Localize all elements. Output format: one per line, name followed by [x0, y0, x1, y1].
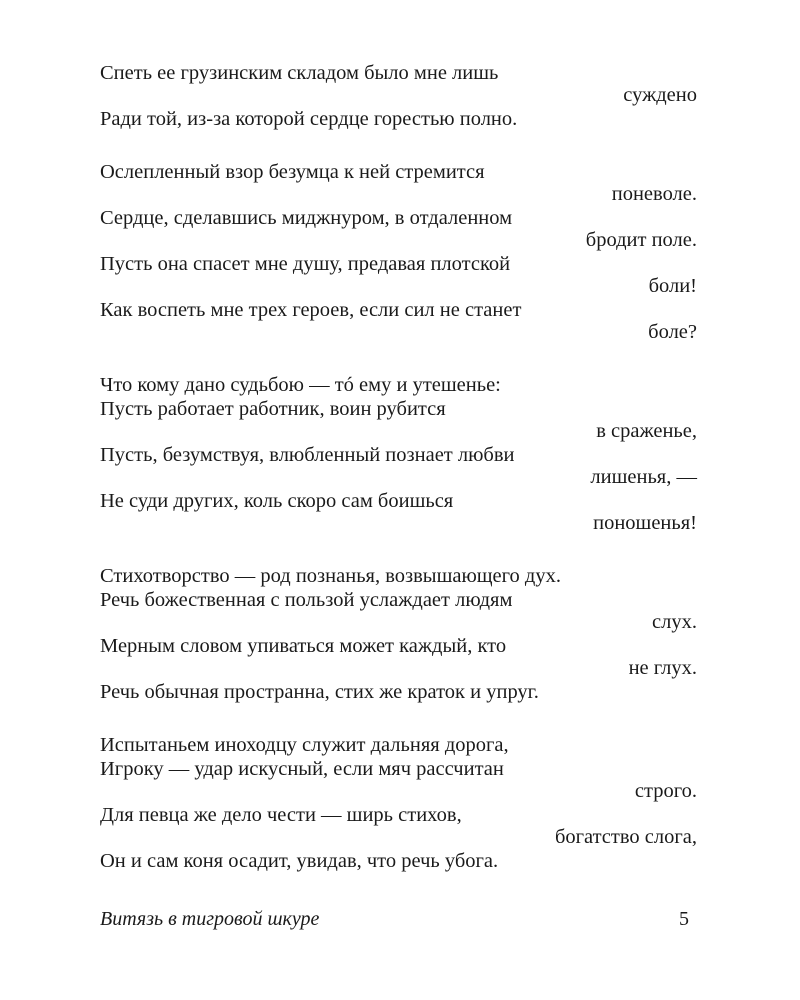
verse-line	[100, 734, 697, 756]
verse-line	[100, 374, 697, 396]
verse-line	[100, 299, 697, 343]
verse-line-text: Ослепленный взор безумца к ней стремится	[100, 161, 485, 183]
verse-line	[100, 108, 697, 130]
page-number: 5	[679, 908, 689, 930]
verse-line-text: Что кому дано судьбою — тó ему и утешенье:	[100, 374, 501, 396]
verse-line-text: Мерным словом упиваться может каждый, кто	[100, 635, 507, 657]
verse-line-continuation: строго.	[634, 780, 697, 802]
verse-line	[100, 62, 697, 106]
verse-line-text: Стихотворство — род познанья, возвышающего дух.	[100, 565, 561, 587]
verse-line-text: Сердце, сделавшись миджнуром, в отдаленном	[100, 207, 513, 229]
verse-line-text: Он и сам коня осадит, увидав, что речь убога.	[100, 850, 499, 872]
verse-line	[100, 850, 697, 872]
stanza-2	[100, 161, 697, 343]
verse-line-text: Как воспеть мне трех героев, если сил не станет	[100, 299, 522, 321]
verse-line	[100, 161, 697, 205]
verse-line-continuation: суждено	[623, 84, 697, 106]
verse-line-continuation: слух.	[652, 611, 697, 633]
verse-line-text: Пусть она спасет мне душу, предавая плотской	[100, 253, 511, 275]
verse-line-text: Пусть работает работник, воин рубится	[100, 398, 446, 420]
verse-line-text: Для певца же дело чести — ширь стихов,	[100, 804, 462, 826]
verse-line-text: Не суди других, коль скоро сам боишься	[100, 490, 454, 512]
verse-line-text: Речь обычная пространна, стих же краток и упруг.	[100, 681, 539, 703]
verse-line-continuation: боле?	[648, 321, 697, 343]
verse-line-continuation: поневоле.	[611, 183, 697, 205]
verse-line	[100, 635, 697, 679]
poem-page	[100, 62, 697, 903]
verse-line-continuation: бродит поле.	[585, 229, 697, 251]
verse-line	[100, 758, 697, 802]
stanza-4	[100, 565, 697, 703]
verse-line	[100, 398, 697, 442]
running-title: Витязь в тигровой шкуре	[100, 908, 320, 930]
verse-line	[100, 681, 697, 703]
verse-line	[100, 207, 697, 251]
verse-line-text: Пусть, безумствуя, влюбленный познает любви	[100, 444, 515, 466]
verse-line-continuation: поношенья!	[593, 512, 697, 534]
verse-line	[100, 253, 697, 297]
verse-line	[100, 804, 697, 848]
verse-line-text: Испытаньем иноходцу служит дальняя дорога,	[100, 734, 509, 756]
stanza-3	[100, 374, 697, 534]
verse-line-continuation: лишенья, —	[590, 466, 697, 488]
stanza-1	[100, 62, 697, 130]
verse-line-continuation: боли!	[648, 275, 697, 297]
verse-line-continuation: богатство слога,	[554, 826, 697, 848]
page-footer	[100, 907, 689, 931]
verse-line	[100, 490, 697, 534]
verse-line	[100, 444, 697, 488]
verse-line-text: Ради той, из-за которой сердце горестью полно.	[100, 108, 518, 130]
verse-line	[100, 565, 697, 587]
verse-line-continuation: не глух.	[628, 657, 697, 679]
verse-line	[100, 589, 697, 633]
verse-line-text: Спеть ее грузинским складом было мне лишь	[100, 62, 499, 84]
verse-line-text: Игроку — удар искусный, если мяч рассчитан	[100, 758, 504, 780]
stanza-5	[100, 734, 697, 872]
verse-line-continuation: в сраженье,	[596, 420, 697, 442]
verse-line-text: Речь божественная с пользой услаждает людям	[100, 589, 513, 611]
